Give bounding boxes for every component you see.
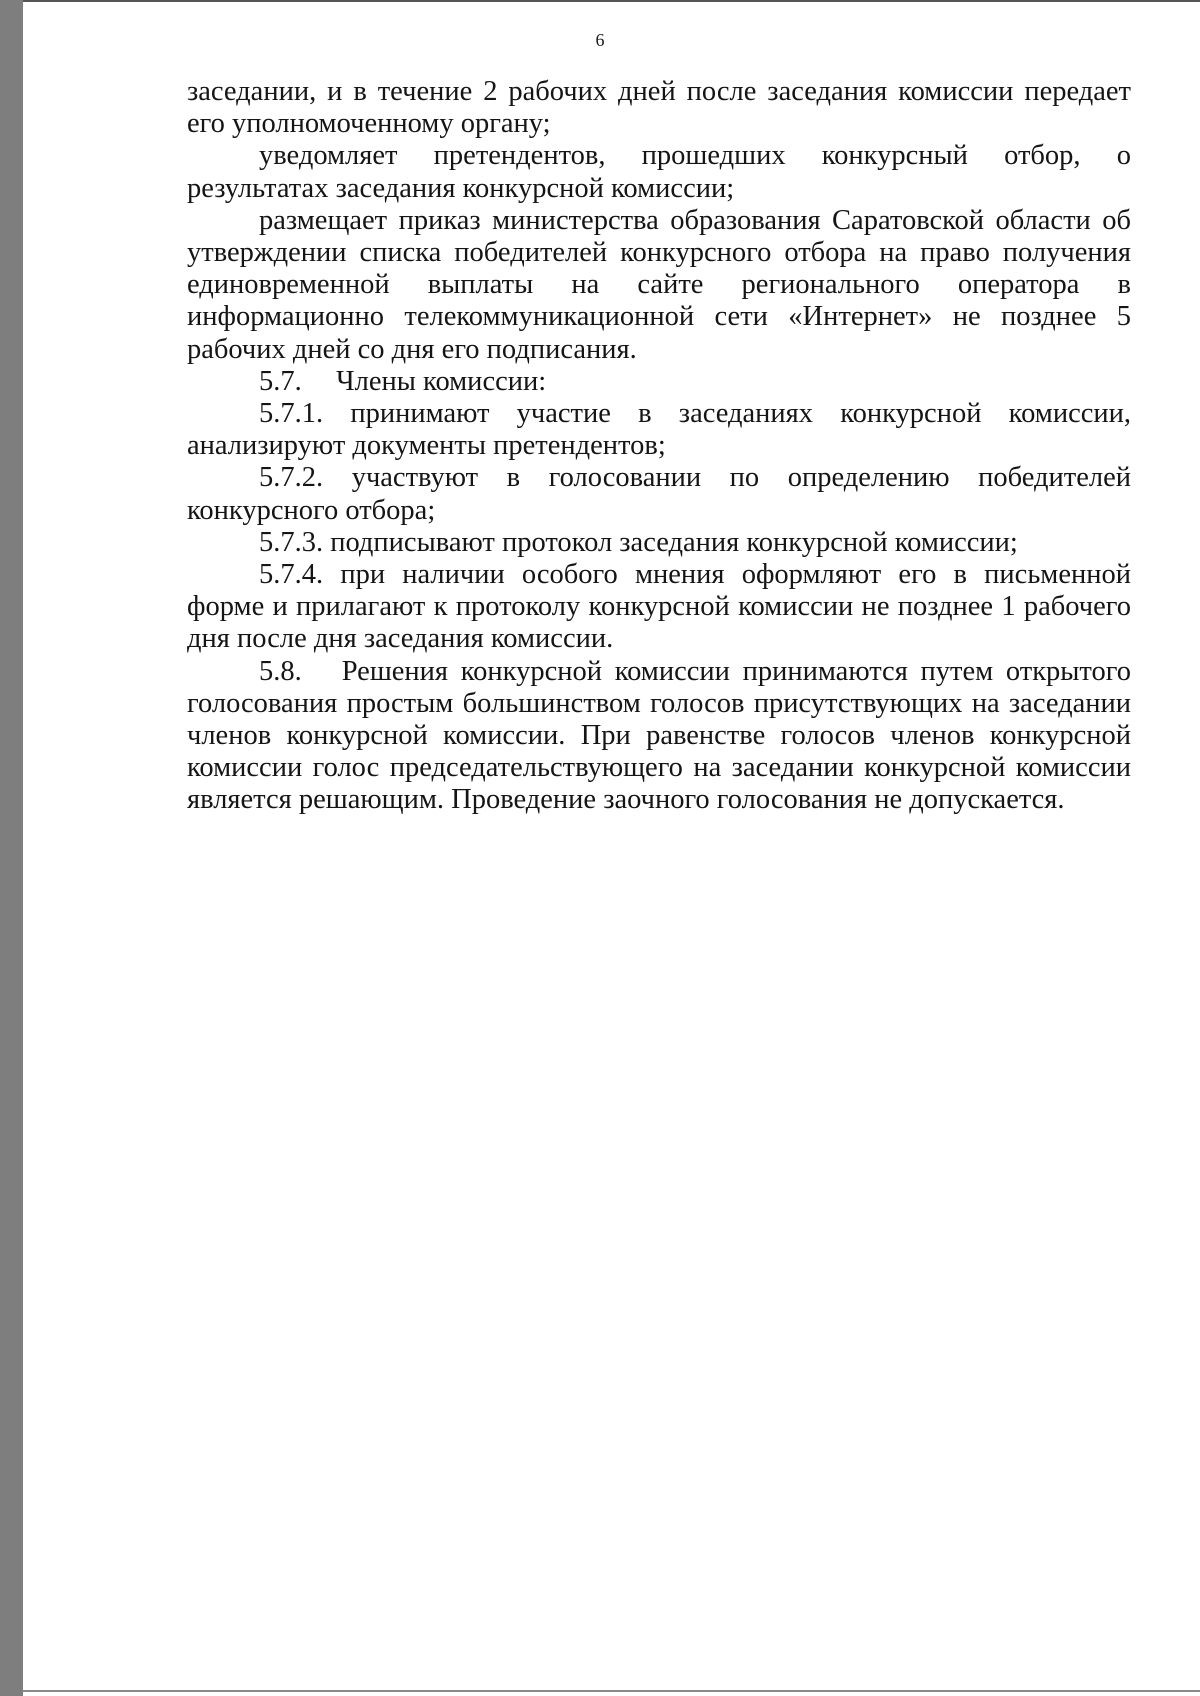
- clause-number: 5.7.3.: [259, 526, 324, 558]
- clause-text: Решения конкурсной комиссии принимаются путем открытого голосования простым большинством голосов присутствующих на заседании членов конкурсной комиссии. При равенстве голосов членов конкурсной комиссии голос председательствующего на заседании конкурсной комиссии является решающим. Проведение заочного голосования не допускается.: [187, 655, 1131, 816]
- paragraph-notify-applicants: [187, 140, 1131, 204]
- clause-5-7: [187, 366, 1131, 398]
- paragraph-text: заседании, и в течение 2 рабочих дней после заседания комиссии передает его уполномоченному органу;: [187, 76, 1131, 140]
- clause-5-7-3: [187, 527, 1131, 559]
- clause-5-7-1: [187, 398, 1131, 462]
- clause-number: 5.7.: [259, 365, 302, 397]
- clause-number: 5.8.: [259, 655, 302, 687]
- paragraph-publish-order: [187, 205, 1131, 366]
- clause-5-8: [187, 656, 1131, 817]
- paragraph-continuation: [187, 76, 1131, 140]
- scan-bottom-edge: [23, 1690, 1200, 1692]
- page-number: 6: [595, 30, 605, 50]
- clause-text: принимают участие в заседаниях конкурсной комиссии, анализируют документы претендентов;: [187, 398, 1132, 462]
- scan-top-edge: [23, 0, 1200, 2]
- scan-left-edge-shadow: [0, 0, 23, 1696]
- document-body: [187, 76, 1131, 817]
- clause-text: Члены комиссии:: [336, 365, 547, 397]
- clause-5-7-4: [187, 559, 1131, 656]
- paragraph-text: уведомляет претендентов, прошедших конкурсный отбор, о результатах заседания конкурсной комиссии;: [187, 140, 1131, 204]
- clause-text: подписывают протокол заседания конкурсной комиссии;: [330, 526, 1018, 558]
- clause-text: при наличии особого мнения оформляют его в письменной форме и прилагают к протоколу конкурсной комиссии не позднее 1 рабочего дня после дня заседания комиссии.: [187, 559, 1132, 655]
- clause-number: 5.7.4.: [259, 559, 324, 591]
- clause-number: 5.7.2.: [259, 462, 324, 494]
- clause-text: участвуют в голосовании по определению победителей конкурсного отбора;: [187, 462, 1132, 526]
- paragraph-text: размещает приказ министерства образования Саратовской области об утверждении списка победителей конкурсного отбора на право получения единовременной выплаты на сайте регионального оператора в информационно телекоммуникационной сети «Интернет» не позднее 5 рабочих дней со дня его подписания.: [187, 204, 1131, 365]
- clause-5-7-2: [187, 462, 1131, 526]
- clause-number: 5.7.1.: [259, 398, 324, 430]
